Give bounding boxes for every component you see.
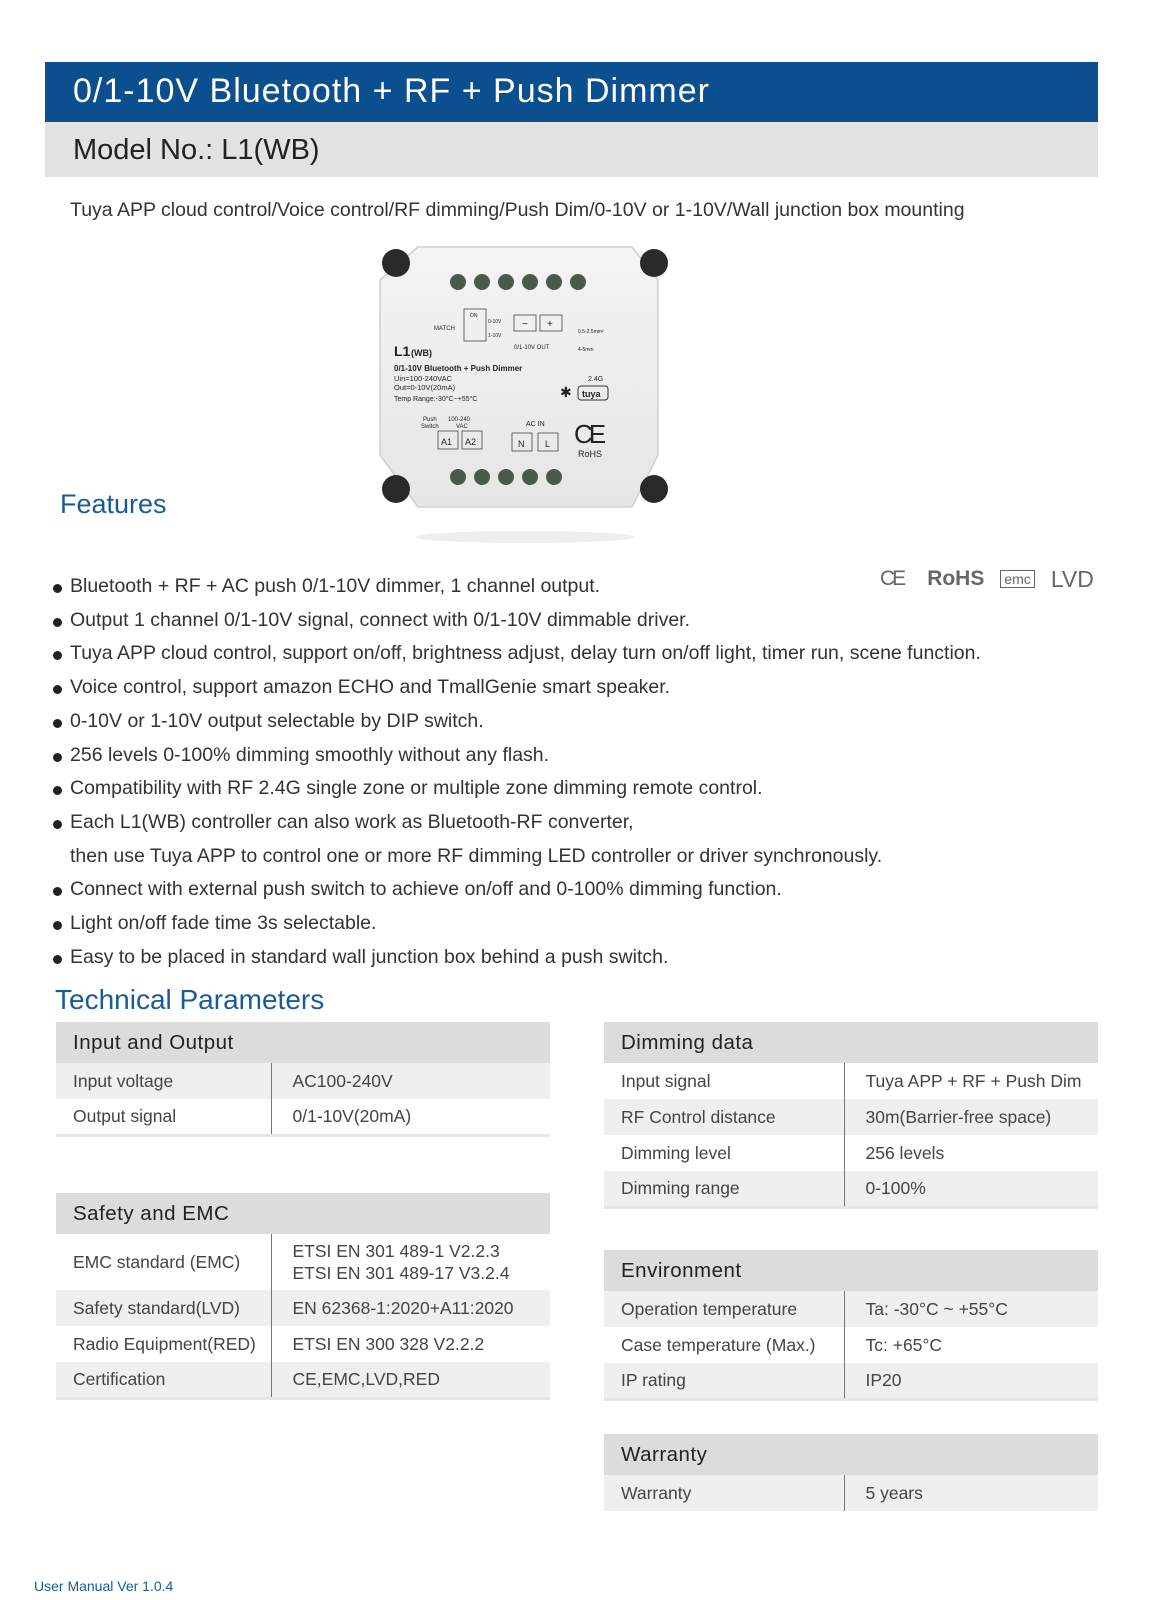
table-row: Dimming range 0-100% (604, 1171, 1098, 1207)
list-item: Each L1(WB) controller can also work as Bluetooth-RF converter, then use Tuya APP to control one or more RF dimming LED controller or driver synchronously. (50, 806, 1110, 873)
svg-text:(WB): (WB) (411, 348, 432, 358)
list-item: Bluetooth + RF + AC push 0/1-10V dimmer, 1 channel output. (50, 570, 1110, 604)
features-list (50, 570, 1110, 974)
svg-text:−: − (522, 319, 528, 330)
list-item: Tuya APP cloud control, support on/off, brightness adjust, delay turn on/off light, timer run, scene function. (50, 637, 1110, 671)
table-title: Environment (604, 1250, 1098, 1291)
list-item: Compatibility with RF 2.4G single zone or multiple zone dimming remote control. (50, 772, 1110, 806)
svg-text:Switch: Switch (421, 424, 439, 430)
svg-text:2.4G: 2.4G (588, 376, 604, 383)
svg-text:L1: L1 (394, 343, 411, 359)
list-item: Output 1 channel 0/1-10V signal, connect with 0/1-10V dimmable driver. (50, 604, 1110, 638)
svg-text:+: + (547, 319, 553, 330)
rohs-mark: RoHS (927, 567, 985, 590)
svg-text:MATCH: MATCH (434, 326, 455, 332)
table-row: Operation temperature Ta: -30°C ~ +55°C (604, 1291, 1098, 1327)
svg-text:A2: A2 (465, 437, 477, 447)
svg-text:Uin=100-240VAC: Uin=100-240VAC (394, 374, 453, 383)
warranty-table (604, 1434, 1098, 1511)
table-title: Dimming data (604, 1022, 1098, 1063)
list-item: Voice control, support amazon ECHO and TmallGenie smart speaker. (50, 671, 1110, 705)
svg-text:Temp Range:-30°C~+55°C: Temp Range:-30°C~+55°C (394, 396, 478, 403)
svg-text:N: N (518, 439, 525, 449)
subtitle: Tuya APP cloud control/Voice control/RF dimming/Push Dim/0-10V or 1-10V/Wall junction box mounting (70, 199, 965, 221)
safety-emc-table (56, 1193, 550, 1400)
model-number: Model No.: L1(WB) (73, 134, 320, 166)
dimming-data-table (604, 1022, 1098, 1209)
table-row: Dimming level 256 levels (604, 1135, 1098, 1171)
table-row: Radio Equipment(RED) ETSI EN 300 328 V2.2.2 (56, 1326, 550, 1362)
svg-text:VAC: VAC (456, 424, 468, 430)
list-item: 256 levels 0-100% dimming smoothly without any flash. (50, 739, 1110, 773)
svg-text:✱: ✱ (560, 384, 572, 400)
svg-text:0.5-2.5mm²: 0.5-2.5mm² (578, 329, 604, 335)
table-title: Safety and EMC (56, 1193, 550, 1234)
table-row: Output signal 0/1-10V(20mA) (56, 1099, 550, 1135)
table-row: Safety standard(LVD) EN 62368-1:2020+A11:2020 (56, 1290, 550, 1326)
input-output-table (56, 1022, 550, 1137)
svg-text:ON: ON (470, 313, 478, 319)
svg-text:CE: CE (574, 419, 603, 449)
footer-version: User Manual Ver 1.0.4 (34, 1578, 174, 1594)
table-row: RF Control distance 30m(Barrier-free space) (604, 1099, 1098, 1135)
table-row: Warranty 5 years (604, 1475, 1098, 1511)
svg-text:0/1-10V OUT: 0/1-10V OUT (514, 345, 550, 351)
svg-text:4-5mm: 4-5mm (578, 347, 594, 353)
table-row: Input voltage AC100-240V (56, 1063, 550, 1099)
features-heading: Features (60, 489, 167, 519)
svg-text:100-240: 100-240 (448, 417, 471, 423)
svg-text:Push: Push (423, 417, 437, 423)
svg-text:0-10V: 0-10V (488, 319, 502, 325)
svg-text:RoHS: RoHS (578, 449, 603, 459)
svg-text:0/1-10V Bluetooth + Push Dimm: 0/1-10V Bluetooth + Push Dimmer (394, 364, 523, 373)
svg-text:AC IN: AC IN (526, 421, 545, 428)
tech-params-heading: Technical Parameters (55, 984, 325, 1015)
table-title: Input and Output (56, 1022, 550, 1063)
model-bar (45, 122, 1098, 177)
environment-table (604, 1250, 1098, 1401)
lvd-mark: LVD (1050, 565, 1094, 592)
svg-text:1-10V: 1-10V (488, 333, 502, 339)
list-item: 0-10V or 1-10V output selectable by DIP switch. (50, 705, 1110, 739)
svg-text:Out=0-10V(20mA): Out=0-10V(20mA) (394, 383, 456, 392)
table-row: Case temperature (Max.) Tc: +65°C (604, 1327, 1098, 1363)
list-item: Easy to be placed in standard wall junction box behind a push switch. (50, 941, 1110, 975)
svg-text:L: L (545, 439, 551, 449)
table-row: EMC standard (EMC) ETSI EN 301 489-1 V2.2.3 ETSI EN 301 489-17 V3.2.4 (56, 1234, 550, 1290)
page-title: 0/1-10V Bluetooth + RF + Push Dimmer (73, 72, 710, 110)
ce-mark: CE (880, 567, 904, 590)
emc-mark: emc (1000, 570, 1034, 588)
table-title: Warranty (604, 1434, 1098, 1475)
list-item: Connect with external push switch to achieve on/off and 0-100% dimming function. (50, 873, 1110, 907)
product-image (378, 245, 672, 545)
title-bar (45, 62, 1098, 122)
table-row: Certification CE,EMC,LVD,RED (56, 1362, 550, 1398)
table-row: IP rating IP20 (604, 1363, 1098, 1399)
svg-text:A1: A1 (441, 437, 453, 447)
list-item: Light on/off fade time 3s selectable. (50, 907, 1110, 941)
svg-text:tuya: tuya (582, 389, 601, 399)
table-row: Input signal Tuya APP + RF + Push Dim (604, 1063, 1098, 1099)
